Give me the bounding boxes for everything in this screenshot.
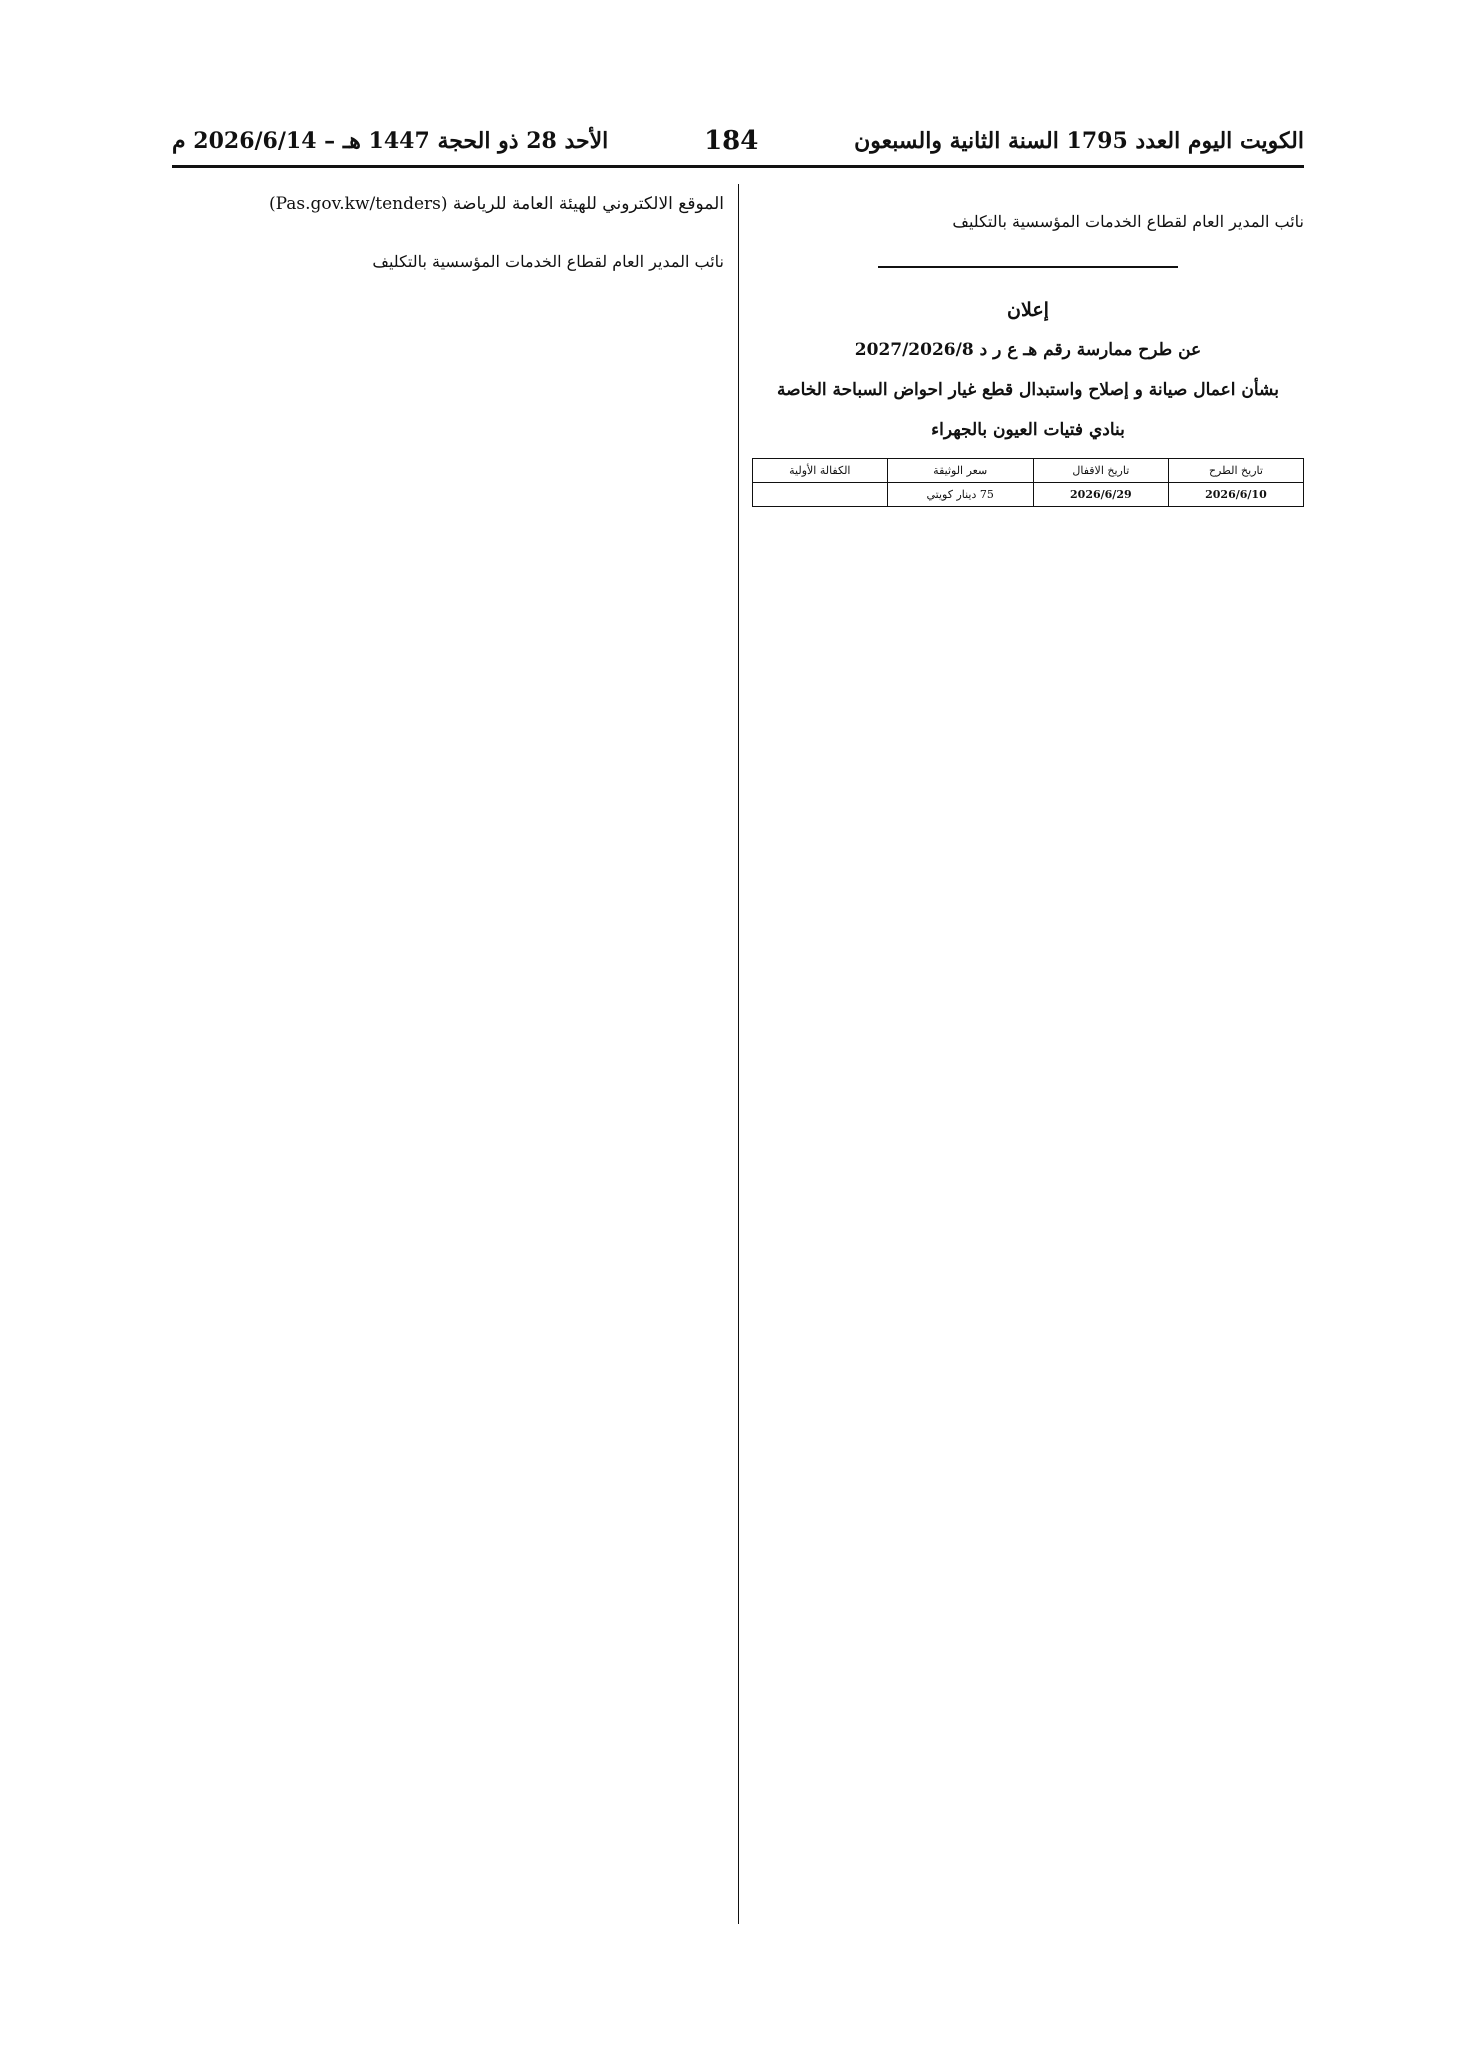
notice-subtitle: بنادي فتيات العيون بالجهراء — [931, 420, 1125, 440]
table-cell — [753, 483, 888, 507]
signature: نائب المدير العام لقطاع الخدمات المؤسسية بالتكليف — [952, 212, 1304, 231]
left-column — [172, 184, 724, 1924]
table-cell: 75 دينار كويتي — [887, 483, 1033, 507]
page-header — [172, 118, 1304, 164]
notice-title: إعلان — [1007, 299, 1049, 321]
notice-divider — [878, 266, 1178, 268]
notice-subtitle: عن طرح ممارسة رقم هـ ع ر د 2027/2026/8 — [854, 340, 1202, 360]
paragraph: الموقع الالكتروني للهيئة العامة للرياضة (Pas.gov.kw/tenders) — [268, 194, 724, 214]
signature: نائب المدير العام لقطاع الخدمات المؤسسية بالتكليف — [372, 252, 724, 271]
table-cell: 2026/6/10 — [1168, 483, 1303, 507]
gazette-issue: الكويت اليوم العدد 1795 السنة الثانية والسبعون — [854, 128, 1304, 154]
header-rule — [172, 165, 1304, 168]
table-header: تاريخ الطرح — [1168, 459, 1303, 483]
table-header: الكفالة الأولية — [753, 459, 888, 483]
table-header: سعر الوثيقة — [887, 459, 1033, 483]
table-cell: 2026/6/29 — [1033, 483, 1168, 507]
issue-date: الأحد 28 ذو الحجة 1447 هـ – 2026/6/14 م — [172, 128, 609, 154]
page-number: 184 — [704, 126, 759, 156]
table-row — [753, 483, 1304, 507]
column-divider — [738, 184, 739, 1924]
tender-table — [752, 458, 1304, 507]
right-column — [752, 184, 1304, 1924]
table-header: تاريخ الاقفال — [1033, 459, 1168, 483]
table-header-row — [753, 459, 1304, 483]
notice-subtitle: بشأن اعمال صيانة و إصلاح واستبدال قطع غيار احواض السباحة الخاصة — [777, 380, 1279, 400]
